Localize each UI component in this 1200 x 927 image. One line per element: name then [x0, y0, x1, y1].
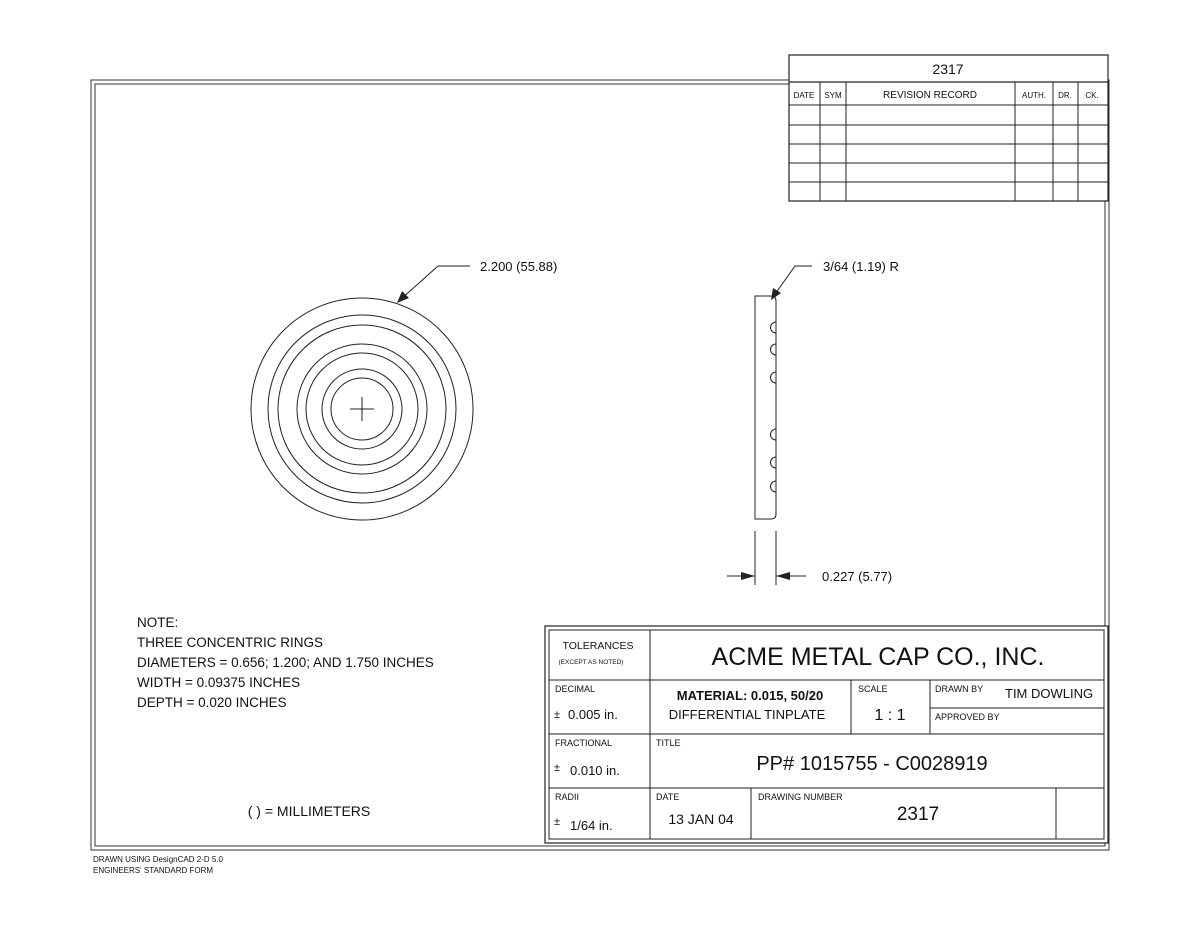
- scale-value: 1 : 1: [874, 707, 906, 724]
- revision-block: [789, 55, 1108, 201]
- fractional-plusminus: ±: [554, 762, 561, 774]
- drawn-by-label: DRAWN BY: [935, 684, 984, 694]
- radius-leader: [771, 259, 899, 300]
- cap-top-view: [251, 298, 473, 520]
- cap-side-view: [755, 296, 776, 519]
- drawing-number-value: 2317: [896, 804, 940, 825]
- decimal-label: DECIMAL: [555, 684, 596, 694]
- diameter-dimension-label: 2.200 (55.88): [480, 259, 558, 274]
- thickness-arrowhead-left: [741, 572, 755, 580]
- rev-header-sym: SYM: [824, 91, 842, 100]
- radii-tolerance-value: 1/64 in.: [570, 818, 613, 833]
- fractional-tolerance-value: 0.010 in.: [570, 763, 620, 778]
- footer-software: DRAWN USING DesignCAD 2-D 5.0: [93, 855, 223, 864]
- title-block: [545, 626, 1108, 843]
- drawn-by-value: TIM DOWLING: [1005, 686, 1094, 701]
- thickness-arrowhead-right: [776, 572, 790, 580]
- side-profile: [755, 296, 776, 519]
- title-label: TITLE: [656, 738, 681, 748]
- ring-groove-1: [771, 322, 777, 333]
- material-line-2: DIFFERENTIAL TINPLATE: [668, 707, 826, 722]
- drawing-number-label: DRAWING NUMBER: [758, 792, 843, 802]
- footer-form: ENGINEERS' STANDARD FORM: [93, 866, 214, 875]
- revision-drawing-number: 2317: [932, 61, 964, 77]
- note-line: DIAMETERS = 0.656; 1.200; AND 1.750 INCHES: [137, 655, 434, 670]
- units-note: ( ) = MILLIMETERS: [247, 803, 371, 819]
- diameter-arrowhead: [397, 291, 409, 303]
- tolerances-sublabel: (EXCEPT AS NOTED): [558, 659, 624, 666]
- notes-block: [137, 615, 434, 710]
- rev-header-date: DATE: [793, 91, 815, 100]
- rev-header-record: REVISION RECORD: [883, 90, 977, 101]
- ring-groove-2: [771, 344, 777, 355]
- ring-groove-5: [771, 457, 777, 468]
- note-line: THREE CONCENTRIC RINGS: [137, 635, 324, 650]
- radii-plusminus: ±: [554, 816, 561, 828]
- decimal-plusminus: ±: [554, 709, 561, 721]
- company-name: ACME METAL CAP CO., INC.: [711, 643, 1045, 671]
- fractional-label: FRACTIONAL: [555, 738, 613, 748]
- note-line: DEPTH = 0.020 INCHES: [137, 695, 287, 710]
- thickness-dimension: [727, 531, 806, 585]
- rev-header-auth: AUTH.: [1022, 91, 1046, 100]
- date-value: 13 JAN 04: [668, 811, 734, 827]
- thickness-dimension-label: 0.227 (5.77): [822, 569, 893, 584]
- tolerances-label: TOLERANCES: [562, 640, 634, 652]
- ring-groove-4: [771, 429, 777, 440]
- scale-label: SCALE: [858, 684, 888, 694]
- approved-by-label: APPROVED BY: [935, 712, 1000, 722]
- radius-dimension-label: 3/64 (1.19) R: [823, 259, 899, 274]
- material-line-1: MATERIAL: 0.015, 50/20: [676, 688, 824, 703]
- note-line: WIDTH = 0.09375 INCHES: [137, 675, 301, 690]
- rev-header-ck: CK.: [1085, 91, 1099, 100]
- title-value: PP# 1015755 - C0028919: [756, 753, 988, 775]
- diameter-leader: [397, 259, 557, 303]
- rev-header-dr: DR.: [1058, 91, 1072, 100]
- ring-groove-6: [771, 481, 777, 492]
- radii-label: RADII: [555, 792, 580, 802]
- ring-groove-3: [771, 372, 777, 383]
- note-heading: NOTE:: [137, 615, 179, 630]
- decimal-tolerance-value: 0.005 in.: [568, 707, 618, 722]
- date-label: DATE: [656, 792, 680, 802]
